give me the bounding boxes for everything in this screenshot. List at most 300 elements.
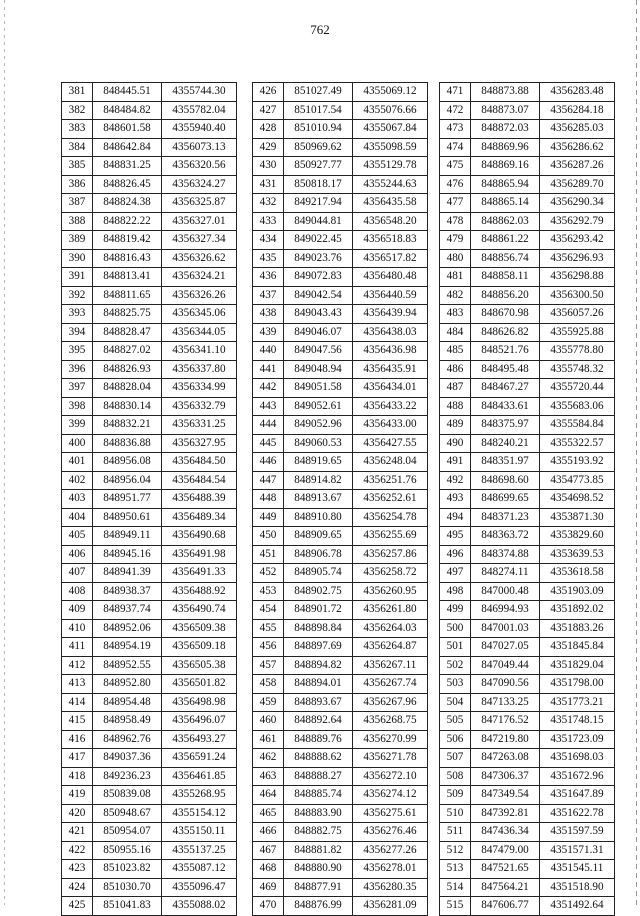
y-coordinate: 4356267.74 <box>353 675 428 694</box>
x-coordinate: 848371.23 <box>471 508 540 527</box>
point-number: 416 <box>62 730 93 749</box>
table-row <box>440 508 615 527</box>
point-number: 395 <box>62 342 93 361</box>
y-coordinate: 4353829.60 <box>540 527 615 546</box>
y-coordinate: 4355096.47 <box>162 878 237 897</box>
point-number: 415 <box>62 712 93 731</box>
x-coordinate: 848670.98 <box>471 305 540 324</box>
point-number: 475 <box>440 157 471 176</box>
x-coordinate: 848862.03 <box>471 212 540 231</box>
y-coordinate: 4356268.75 <box>353 712 428 731</box>
y-coordinate: 4356518.83 <box>353 231 428 250</box>
x-coordinate: 848433.61 <box>471 397 540 416</box>
y-coordinate: 4351545.11 <box>540 860 615 879</box>
y-coordinate: 4354698.52 <box>540 490 615 509</box>
point-number: 464 <box>253 786 284 805</box>
y-coordinate: 4356280.35 <box>353 878 428 897</box>
x-coordinate: 850818.17 <box>284 175 353 194</box>
point-number: 432 <box>253 194 284 213</box>
point-number: 399 <box>62 416 93 435</box>
point-number: 412 <box>62 656 93 675</box>
x-coordinate: 851010.94 <box>284 120 353 139</box>
y-coordinate: 4356324.27 <box>162 175 237 194</box>
y-coordinate: 4351798.00 <box>540 675 615 694</box>
x-coordinate: 848883.90 <box>284 804 353 823</box>
y-coordinate: 4351845.84 <box>540 638 615 657</box>
x-coordinate: 848919.65 <box>284 453 353 472</box>
y-coordinate: 4351597.59 <box>540 823 615 842</box>
y-coordinate: 4356493.27 <box>162 730 237 749</box>
y-coordinate: 4355748.32 <box>540 360 615 379</box>
y-coordinate: 4356264.87 <box>353 638 428 657</box>
y-coordinate: 4356287.26 <box>540 157 615 176</box>
point-number: 474 <box>440 138 471 157</box>
point-number: 398 <box>62 397 93 416</box>
point-number: 414 <box>62 693 93 712</box>
point-number: 483 <box>440 305 471 324</box>
table-row <box>253 601 428 620</box>
point-number: 431 <box>253 175 284 194</box>
point-number: 444 <box>253 416 284 435</box>
point-number: 477 <box>440 194 471 213</box>
y-coordinate: 4355744.30 <box>162 83 237 102</box>
point-number: 427 <box>253 101 284 120</box>
point-number: 384 <box>62 138 93 157</box>
table-row <box>440 212 615 231</box>
x-coordinate: 848910.80 <box>284 508 353 527</box>
x-coordinate: 848832.21 <box>93 416 162 435</box>
point-number: 434 <box>253 231 284 250</box>
x-coordinate: 848521.76 <box>471 342 540 361</box>
y-coordinate: 4351903.09 <box>540 582 615 601</box>
table-row <box>253 416 428 435</box>
table-row <box>62 527 237 546</box>
x-coordinate: 848954.19 <box>93 638 162 657</box>
x-coordinate: 848894.01 <box>284 675 353 694</box>
x-coordinate: 847606.77 <box>471 897 540 916</box>
x-coordinate: 848880.90 <box>284 860 353 879</box>
table-row <box>253 120 428 139</box>
x-coordinate: 848813.41 <box>93 268 162 287</box>
point-number: 385 <box>62 157 93 176</box>
x-coordinate: 849060.53 <box>284 434 353 453</box>
table-row <box>62 360 237 379</box>
y-coordinate: 4356278.01 <box>353 860 428 879</box>
point-number: 422 <box>62 841 93 860</box>
table-row <box>253 823 428 842</box>
y-coordinate: 4356491.98 <box>162 545 237 564</box>
x-coordinate: 848952.06 <box>93 619 162 638</box>
table-row <box>62 416 237 435</box>
y-coordinate: 4351829.04 <box>540 656 615 675</box>
x-coordinate: 848274.11 <box>471 564 540 583</box>
point-number: 450 <box>253 527 284 546</box>
point-number: 457 <box>253 656 284 675</box>
y-coordinate: 4356327.95 <box>162 434 237 453</box>
x-coordinate: 848375.97 <box>471 416 540 435</box>
y-coordinate: 4356498.98 <box>162 693 237 712</box>
table-row <box>440 434 615 453</box>
y-coordinate: 4356591.24 <box>162 749 237 768</box>
x-coordinate: 848445.51 <box>93 83 162 102</box>
table-row <box>440 564 615 583</box>
point-number: 428 <box>253 120 284 139</box>
y-coordinate: 4355244.63 <box>353 175 428 194</box>
y-coordinate: 4356509.38 <box>162 619 237 638</box>
x-coordinate: 848888.62 <box>284 749 353 768</box>
x-coordinate: 848699.65 <box>471 490 540 509</box>
point-number: 443 <box>253 397 284 416</box>
point-number: 507 <box>440 749 471 768</box>
point-number: 436 <box>253 268 284 287</box>
table-row <box>62 397 237 416</box>
point-number: 441 <box>253 360 284 379</box>
table-row <box>440 656 615 675</box>
table-row <box>253 897 428 916</box>
x-coordinate: 848831.25 <box>93 157 162 176</box>
y-coordinate: 4356439.94 <box>353 305 428 324</box>
x-coordinate: 849051.58 <box>284 379 353 398</box>
table-row <box>440 767 615 786</box>
x-coordinate: 848698.60 <box>471 471 540 490</box>
y-coordinate: 4355925.88 <box>540 323 615 342</box>
x-coordinate: 848951.77 <box>93 490 162 509</box>
y-coordinate: 4356296.93 <box>540 249 615 268</box>
x-coordinate: 848819.42 <box>93 231 162 250</box>
x-coordinate: 848945.16 <box>93 545 162 564</box>
y-coordinate: 4356509.18 <box>162 638 237 657</box>
point-number: 411 <box>62 638 93 657</box>
y-coordinate: 4356254.78 <box>353 508 428 527</box>
table-row <box>253 342 428 361</box>
table-row <box>62 508 237 527</box>
table-row <box>62 619 237 638</box>
point-number: 476 <box>440 175 471 194</box>
point-number: 487 <box>440 379 471 398</box>
x-coordinate: 848881.82 <box>284 841 353 860</box>
y-coordinate: 4356484.50 <box>162 453 237 472</box>
table-row <box>62 601 237 620</box>
point-number: 421 <box>62 823 93 842</box>
table-row <box>253 249 428 268</box>
y-coordinate: 4351883.26 <box>540 619 615 638</box>
y-coordinate: 4354773.85 <box>540 471 615 490</box>
x-coordinate: 848865.94 <box>471 175 540 194</box>
y-coordinate: 4356488.92 <box>162 582 237 601</box>
point-number: 446 <box>253 453 284 472</box>
table-row <box>440 619 615 638</box>
point-number: 471 <box>440 83 471 102</box>
y-coordinate: 4351492.64 <box>540 897 615 916</box>
point-number: 467 <box>253 841 284 860</box>
point-number: 397 <box>62 379 93 398</box>
point-number: 394 <box>62 323 93 342</box>
table-row <box>253 527 428 546</box>
x-coordinate: 847392.81 <box>471 804 540 823</box>
x-coordinate: 851017.54 <box>284 101 353 120</box>
page-number: 762 <box>310 22 330 37</box>
table-row <box>253 194 428 213</box>
x-coordinate: 848962.76 <box>93 730 162 749</box>
x-coordinate: 848913.67 <box>284 490 353 509</box>
y-coordinate: 4355069.12 <box>353 83 428 102</box>
table-row <box>253 101 428 120</box>
table-row <box>440 749 615 768</box>
table-row <box>253 508 428 527</box>
table-row <box>62 434 237 453</box>
table-row <box>62 804 237 823</box>
y-coordinate: 4355067.84 <box>353 120 428 139</box>
x-coordinate: 847000.48 <box>471 582 540 601</box>
y-coordinate: 4356258.72 <box>353 564 428 583</box>
x-coordinate: 848363.72 <box>471 527 540 546</box>
y-coordinate: 4355940.40 <box>162 120 237 139</box>
x-coordinate: 849072.83 <box>284 268 353 287</box>
table-row <box>62 878 237 897</box>
scan-edge-right <box>636 0 637 905</box>
x-coordinate: 849023.76 <box>284 249 353 268</box>
x-coordinate: 847090.56 <box>471 675 540 694</box>
x-coordinate: 849046.07 <box>284 323 353 342</box>
x-coordinate: 850927.77 <box>284 157 353 176</box>
table-row <box>62 120 237 139</box>
y-coordinate: 4356484.54 <box>162 471 237 490</box>
y-coordinate: 4356270.99 <box>353 730 428 749</box>
y-coordinate: 4356283.48 <box>540 83 615 102</box>
x-coordinate: 847306.37 <box>471 767 540 786</box>
y-coordinate: 4355782.04 <box>162 101 237 120</box>
x-coordinate: 848825.75 <box>93 305 162 324</box>
table-row <box>62 897 237 916</box>
x-coordinate: 848351.97 <box>471 453 540 472</box>
point-number: 402 <box>62 471 93 490</box>
table-row <box>62 786 237 805</box>
y-coordinate: 4356496.07 <box>162 712 237 731</box>
y-coordinate: 4356057.26 <box>540 305 615 324</box>
table-row <box>62 212 237 231</box>
point-number: 511 <box>440 823 471 842</box>
table-row <box>253 286 428 305</box>
table-row <box>62 342 237 361</box>
table-row <box>253 490 428 509</box>
y-coordinate: 4351748.15 <box>540 712 615 731</box>
x-coordinate: 848906.78 <box>284 545 353 564</box>
table-row <box>253 656 428 675</box>
table-row <box>253 268 428 287</box>
table-row <box>62 490 237 509</box>
x-coordinate: 848856.74 <box>471 249 540 268</box>
point-number: 453 <box>253 582 284 601</box>
x-coordinate: 848873.88 <box>471 83 540 102</box>
point-number: 396 <box>62 360 93 379</box>
table-row <box>62 767 237 786</box>
x-coordinate: 848902.75 <box>284 582 353 601</box>
x-coordinate: 849236.23 <box>93 767 162 786</box>
point-number: 383 <box>62 120 93 139</box>
scan-edge-left <box>4 0 5 905</box>
point-number: 417 <box>62 749 93 768</box>
table-row <box>62 841 237 860</box>
y-coordinate: 4356435.58 <box>353 194 428 213</box>
table-row <box>440 693 615 712</box>
x-coordinate: 848876.99 <box>284 897 353 916</box>
x-coordinate: 848877.91 <box>284 878 353 897</box>
x-coordinate: 848828.47 <box>93 323 162 342</box>
point-number: 409 <box>62 601 93 620</box>
x-coordinate: 848484.82 <box>93 101 162 120</box>
point-number: 429 <box>253 138 284 157</box>
point-number: 408 <box>62 582 93 601</box>
y-coordinate: 4356284.18 <box>540 101 615 120</box>
table-row <box>440 786 615 805</box>
y-coordinate: 4356332.79 <box>162 397 237 416</box>
point-number: 463 <box>253 767 284 786</box>
point-number: 404 <box>62 508 93 527</box>
x-coordinate: 848467.27 <box>471 379 540 398</box>
table-row <box>62 305 237 324</box>
point-number: 481 <box>440 268 471 287</box>
x-coordinate: 848954.48 <box>93 693 162 712</box>
point-number: 447 <box>253 471 284 490</box>
x-coordinate: 849044.81 <box>284 212 353 231</box>
table-row <box>440 712 615 731</box>
y-coordinate: 4356252.61 <box>353 490 428 509</box>
point-number: 503 <box>440 675 471 694</box>
point-number: 494 <box>440 508 471 527</box>
point-number: 418 <box>62 767 93 786</box>
y-coordinate: 4356272.10 <box>353 767 428 786</box>
x-coordinate: 848811.65 <box>93 286 162 305</box>
x-coordinate: 847133.25 <box>471 693 540 712</box>
x-coordinate: 848865.14 <box>471 194 540 213</box>
y-coordinate: 4351892.02 <box>540 601 615 620</box>
table-row <box>440 249 615 268</box>
x-coordinate: 848888.27 <box>284 767 353 786</box>
y-coordinate: 4356324.21 <box>162 268 237 287</box>
point-number: 400 <box>62 434 93 453</box>
table-row <box>253 212 428 231</box>
x-coordinate: 848882.75 <box>284 823 353 842</box>
x-coordinate: 848889.76 <box>284 730 353 749</box>
point-number: 513 <box>440 860 471 879</box>
table-row <box>440 286 615 305</box>
table-row <box>440 453 615 472</box>
point-number: 492 <box>440 471 471 490</box>
table-row <box>253 471 428 490</box>
table-row <box>62 175 237 194</box>
x-coordinate: 848956.04 <box>93 471 162 490</box>
y-coordinate: 4356327.01 <box>162 212 237 231</box>
point-number: 401 <box>62 453 93 472</box>
point-number: 472 <box>440 101 471 120</box>
y-coordinate: 4356289.70 <box>540 175 615 194</box>
table-row <box>440 83 615 102</box>
point-number: 468 <box>253 860 284 879</box>
y-coordinate: 4351672.96 <box>540 767 615 786</box>
x-coordinate: 849042.54 <box>284 286 353 305</box>
point-number: 478 <box>440 212 471 231</box>
y-coordinate: 4356276.46 <box>353 823 428 842</box>
table-row <box>440 841 615 860</box>
point-number: 497 <box>440 564 471 583</box>
coordinates-table-2 <box>252 82 428 916</box>
x-coordinate: 848827.02 <box>93 342 162 361</box>
x-coordinate: 848872.03 <box>471 120 540 139</box>
table-row <box>253 804 428 823</box>
y-coordinate: 4356461.85 <box>162 767 237 786</box>
y-coordinate: 4356436.98 <box>353 342 428 361</box>
x-coordinate: 848937.74 <box>93 601 162 620</box>
y-coordinate: 4356277.26 <box>353 841 428 860</box>
point-number: 405 <box>62 527 93 546</box>
x-coordinate: 849048.94 <box>284 360 353 379</box>
x-coordinate: 847479.00 <box>471 841 540 860</box>
coordinates-table-3 <box>439 82 615 916</box>
y-coordinate: 4355154.12 <box>162 804 237 823</box>
table-row <box>440 175 615 194</box>
point-number: 469 <box>253 878 284 897</box>
coordinates-table-1 <box>61 82 237 916</box>
y-coordinate: 4356548.20 <box>353 212 428 231</box>
x-coordinate: 848901.72 <box>284 601 353 620</box>
point-number: 496 <box>440 545 471 564</box>
y-coordinate: 4356490.68 <box>162 527 237 546</box>
y-coordinate: 4356267.96 <box>353 693 428 712</box>
point-number: 465 <box>253 804 284 823</box>
y-coordinate: 4356488.39 <box>162 490 237 509</box>
x-coordinate: 848873.07 <box>471 101 540 120</box>
table-row <box>253 138 428 157</box>
point-number: 501 <box>440 638 471 657</box>
table-row <box>62 656 237 675</box>
y-coordinate: 4356480.48 <box>353 268 428 287</box>
x-coordinate: 847263.08 <box>471 749 540 768</box>
point-number: 514 <box>440 878 471 897</box>
point-number: 506 <box>440 730 471 749</box>
y-coordinate: 4356293.42 <box>540 231 615 250</box>
y-coordinate: 4356341.10 <box>162 342 237 361</box>
table-row <box>62 286 237 305</box>
point-number: 459 <box>253 693 284 712</box>
x-coordinate: 848956.08 <box>93 453 162 472</box>
table-row <box>440 416 615 435</box>
x-coordinate: 847001.03 <box>471 619 540 638</box>
x-coordinate: 849052.61 <box>284 397 353 416</box>
y-coordinate: 4356326.62 <box>162 249 237 268</box>
y-coordinate: 4355150.11 <box>162 823 237 842</box>
table-row <box>440 305 615 324</box>
x-coordinate: 848822.22 <box>93 212 162 231</box>
x-coordinate: 849047.56 <box>284 342 353 361</box>
x-coordinate: 851027.49 <box>284 83 353 102</box>
table-row <box>62 101 237 120</box>
y-coordinate: 4355129.78 <box>353 157 428 176</box>
y-coordinate: 4356427.55 <box>353 434 428 453</box>
table-row <box>62 268 237 287</box>
x-coordinate: 848958.49 <box>93 712 162 731</box>
x-coordinate: 847521.65 <box>471 860 540 879</box>
point-number: 389 <box>62 231 93 250</box>
x-coordinate: 848950.61 <box>93 508 162 527</box>
x-coordinate: 848938.37 <box>93 582 162 601</box>
y-coordinate: 4355720.44 <box>540 379 615 398</box>
table-row <box>253 379 428 398</box>
y-coordinate: 4356501.82 <box>162 675 237 694</box>
point-number: 407 <box>62 564 93 583</box>
point-number: 413 <box>62 675 93 694</box>
y-coordinate: 4356290.34 <box>540 194 615 213</box>
point-number: 420 <box>62 804 93 823</box>
